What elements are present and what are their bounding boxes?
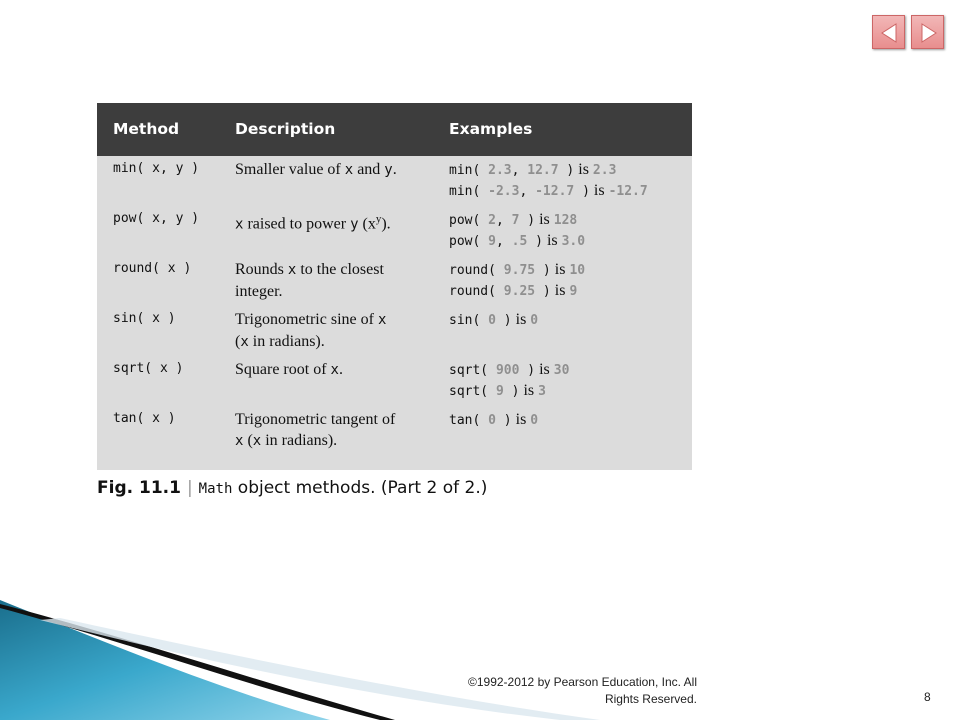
figure-label: Fig. 11.1 xyxy=(97,478,181,498)
examples-cell xyxy=(449,259,585,301)
header-method: Method xyxy=(113,120,180,138)
example-line: sqrt( 9 ) is 3 xyxy=(449,382,546,399)
method-cell: pow( x, y ) xyxy=(113,211,200,226)
example-line: sqrt( 900 ) is 30 xyxy=(449,361,570,378)
method-cell: sin( x ) xyxy=(113,311,176,326)
description-cell: Trigonometric tangent of x (x in radians). xyxy=(235,411,396,449)
example-line: pow( 9, .5 ) is 3.0 xyxy=(449,232,586,249)
math-methods-table xyxy=(97,103,692,470)
next-slide-button[interactable] xyxy=(911,15,944,49)
figure-caption xyxy=(97,478,487,498)
description-cell: Smaller value of x and y. xyxy=(235,161,397,178)
previous-slide-button[interactable] xyxy=(872,15,905,49)
example-line: min( 2.3, 12.7 ) is 2.3 xyxy=(449,161,617,178)
example-line: sin( 0 ) is 0 xyxy=(449,311,539,328)
description-cell: x raised to power y $(x^y)$. xyxy=(235,213,391,233)
examples-cell xyxy=(449,159,648,201)
header-examples: Examples xyxy=(449,120,533,138)
example-line: pow( 2, 7 ) is 128 xyxy=(449,211,578,228)
example-line: min( -2.3, -12.7 ) is -12.7 xyxy=(449,182,648,199)
header-description: Description xyxy=(235,120,336,138)
triangle-right-icon xyxy=(912,16,945,50)
examples-cell xyxy=(449,309,538,330)
examples-cell xyxy=(449,359,569,401)
description-cell: Trigonometric sine of x (x in radians). xyxy=(235,311,387,350)
page-number: 8 xyxy=(924,690,931,704)
method-cell: min( x, y ) xyxy=(113,161,200,176)
table-header xyxy=(97,103,692,156)
method-cell: round( x ) xyxy=(113,261,192,276)
caption-separator: | xyxy=(186,478,193,498)
triangle-left-icon xyxy=(873,16,906,50)
method-cell: tan( x ) xyxy=(113,411,176,426)
description-cell: Square root of x. xyxy=(235,361,343,378)
method-cell: sqrt( x ) xyxy=(113,361,184,376)
example-line: round( 9.75 ) is 10 xyxy=(449,261,586,278)
example-line: tan( 0 ) is 0 xyxy=(449,411,539,428)
caption-text: object methods. (Part 2 of 2.) xyxy=(232,478,488,498)
description-cell: Rounds x to the closest integer. xyxy=(235,261,384,300)
examples-cell xyxy=(449,409,538,430)
example-line: round( 9.25 ) is 9 xyxy=(449,282,578,299)
copyright-notice: ©1992-2012 by Pearson Education, Inc. All Rights Reserved. xyxy=(468,675,697,706)
examples-cell xyxy=(449,209,585,251)
caption-code: Math xyxy=(198,481,233,497)
